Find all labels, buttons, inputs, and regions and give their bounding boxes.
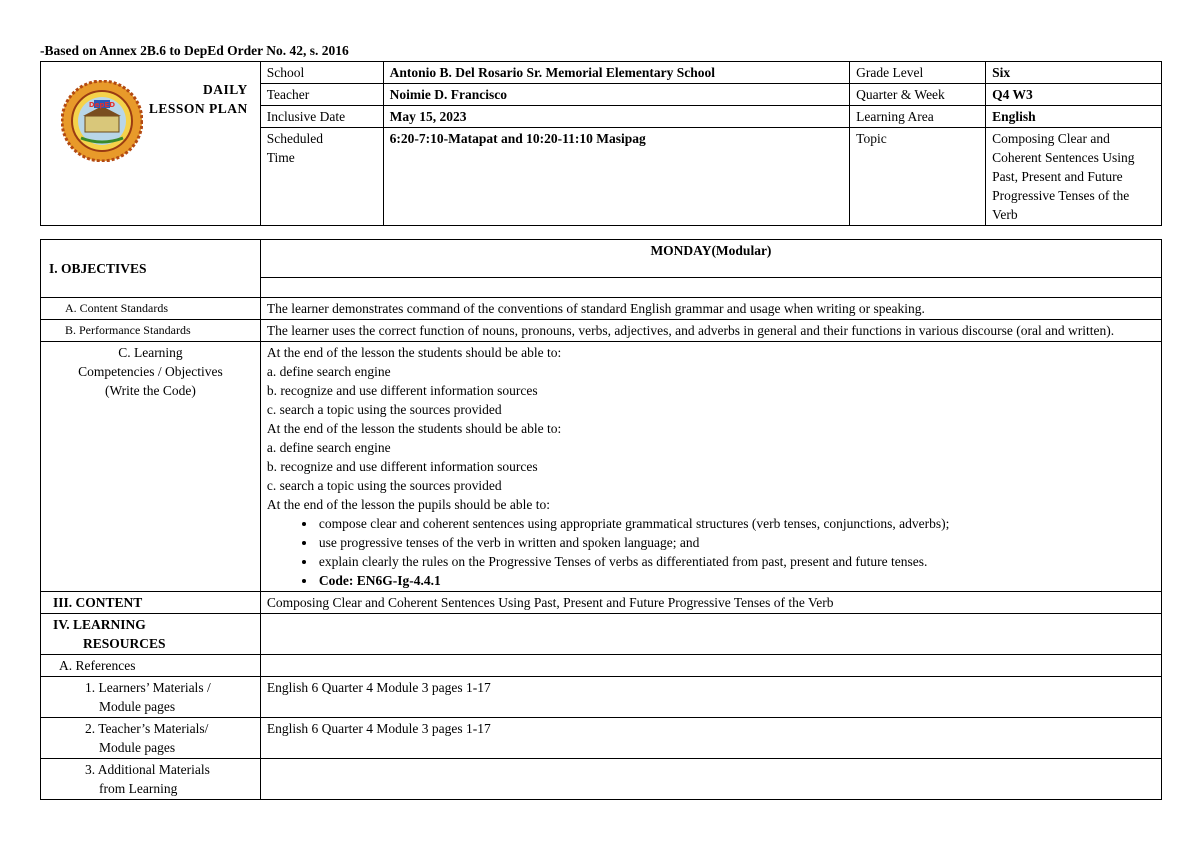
references-value-empty xyxy=(260,655,1161,677)
dlp-header-table xyxy=(40,61,1162,226)
lesson-plan-table xyxy=(40,239,1162,800)
inclusive-date-label: Inclusive Date xyxy=(260,106,383,128)
lc-bullet: • use progressive tenses of the verb in written and spoken language; and xyxy=(317,533,1155,552)
topic-value: Composing Clear and Coherent Sentences Using Past, Present and Future Progressive Tenses of the Verb xyxy=(986,128,1162,226)
lc-line: At the end of the lesson the students should be able to: xyxy=(266,345,562,360)
teachers-materials-label: 2. Teacher’s Materials/ Module pages xyxy=(41,718,261,759)
learning-competencies-label: C. Learning Competencies / Objectives (Write the Code) xyxy=(41,342,261,592)
additional-materials-label: 3. Additional Materials from Learning xyxy=(41,759,261,800)
content-value: Composing Clear and Coherent Sentences Using Past, Present and Future Progressive Tenses of the Verb xyxy=(260,592,1161,614)
performance-standards-value: The learner uses the correct function of nouns, pronouns, verbs, adjectives, and adverbs in general and their functions in various discourse (oral and written). xyxy=(260,320,1161,342)
annex-note: -Based on Annex 2B.6 to DepEd Order No. 42, s. 2016 xyxy=(40,43,349,58)
lc-line: b. recognize and use different information sources xyxy=(266,459,538,474)
lc-code: • Code: EN6G-Ig-4.4.1 xyxy=(317,571,1155,590)
scheduled-time-label: Scheduled Time xyxy=(260,128,383,226)
learning-competencies-value xyxy=(260,342,1161,592)
learners-materials-label: 1. Learners’ Materials / Module pages xyxy=(41,677,261,718)
content-heading: III. CONTENT xyxy=(41,592,261,614)
lc-line: a. define search engine xyxy=(266,364,391,379)
learning-area-label: Learning Area xyxy=(850,106,986,128)
additional-materials-value-empty xyxy=(260,759,1161,800)
school-value: Antonio B. Del Rosario Sr. Memorial Elementary School xyxy=(383,62,850,84)
lc-line: b. recognize and use different information sources xyxy=(266,383,538,398)
teachers-materials-value: English 6 Quarter 4 Module 3 pages 1-17 xyxy=(260,718,1161,759)
lc-line: At the end of the lesson the students should be able to: xyxy=(266,421,562,436)
topic-label: Topic xyxy=(850,128,986,226)
learning-resources-heading: IV. LEARNING RESOURCES xyxy=(41,614,261,655)
school-label: School xyxy=(260,62,383,84)
lc-bullet: • compose clear and coherent sentences using appropriate grammatical structures (verb tenses, conjunctions, adverbs); xyxy=(317,514,1155,533)
day-subheading-empty xyxy=(260,278,1161,298)
performance-standards-label: B. Performance Standards xyxy=(41,320,261,342)
content-standards-value: The learner demonstrates command of the conventions of standard English grammar and usage when writing or speaking. xyxy=(260,298,1161,320)
lc-bullet: • explain clearly the rules on the Progressive Tenses of verbs as differentiated from past, present and future tenses. xyxy=(317,552,1155,571)
lc-line: a. define search engine xyxy=(266,440,391,455)
logo-cell xyxy=(41,62,261,226)
lc-bullet-list xyxy=(267,514,1155,590)
day-heading: MONDAY(Modular) xyxy=(260,240,1161,278)
lc-line: At the end of the lesson the pupils should be able to: xyxy=(266,497,550,512)
grade-level-value: Six xyxy=(986,62,1162,84)
teacher-label: Teacher xyxy=(260,84,383,106)
seal-text: DepED xyxy=(88,101,116,109)
objectives-heading: I. OBJECTIVES xyxy=(41,240,261,298)
inclusive-date-value: May 15, 2023 xyxy=(383,106,850,128)
deped-seal-icon xyxy=(61,80,143,162)
references-label: A. References xyxy=(41,655,261,677)
scheduled-time-value: 6:20-7:10-Matapat and 10:20-11:10 Masipag xyxy=(383,128,850,226)
learners-materials-value: English 6 Quarter 4 Module 3 pages 1-17 xyxy=(260,677,1161,718)
daily-lesson-plan-title: DAILY LESSON PLAN xyxy=(148,82,248,116)
content-standards-label: A. Content Standards xyxy=(41,298,261,320)
quarter-week-label: Quarter & Week xyxy=(850,84,986,106)
quarter-week-value: Q4 W3 xyxy=(986,84,1162,106)
learning-resources-value-empty xyxy=(260,614,1161,655)
lc-line: c. search a topic using the sources provided xyxy=(266,478,502,493)
grade-level-label: Grade Level xyxy=(850,62,986,84)
learning-area-value: English xyxy=(986,106,1162,128)
lc-line: c. search a topic using the sources provided xyxy=(266,402,502,417)
teacher-value: Noimie D. Francisco xyxy=(383,84,850,106)
